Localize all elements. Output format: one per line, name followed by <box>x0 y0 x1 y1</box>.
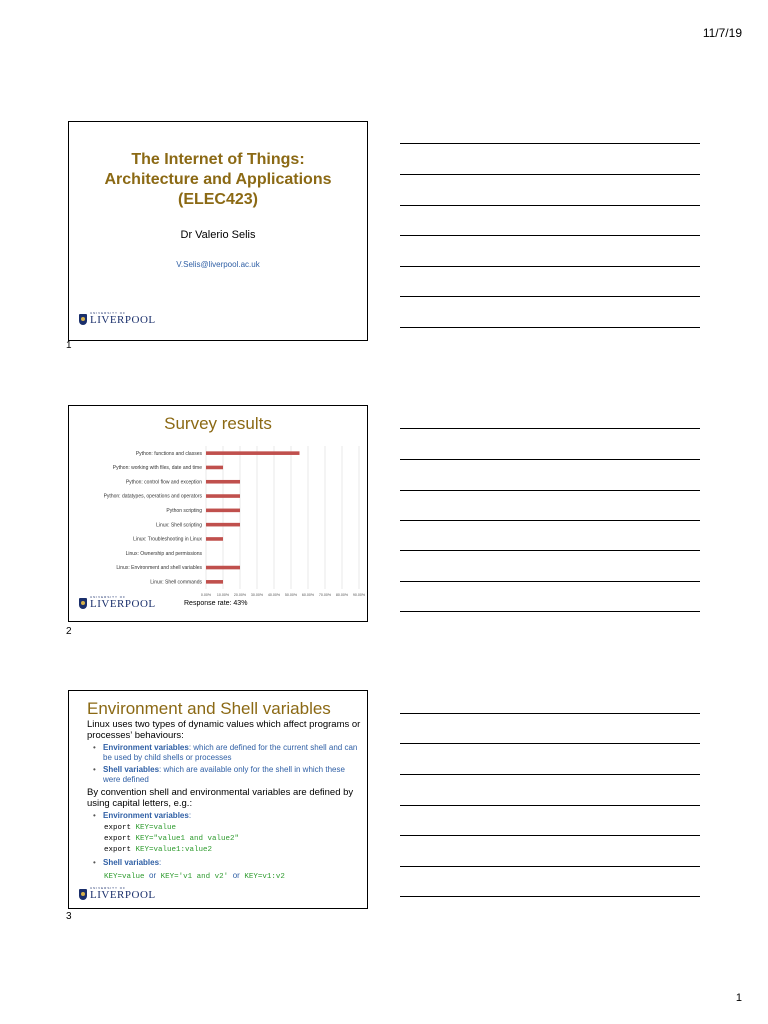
author-name: Dr Valerio Selis <box>180 229 256 241</box>
note-line <box>400 743 700 744</box>
crest-icon <box>79 889 87 900</box>
chart-x-tick-label: 50.00% <box>284 593 298 597</box>
chart-bar <box>206 451 300 455</box>
title-line-3: (ELEC423) <box>177 191 259 208</box>
bullet-shell-variables: • Shell variables: which are available only for the shell in which these were defined <box>91 765 361 785</box>
title-line-2: Architecture and Applications <box>104 171 332 188</box>
chart-x-tick-label: 40.00% <box>267 593 281 597</box>
note-line <box>400 428 700 429</box>
chart-category-label: Linux: Troubleshooting in Linux <box>133 536 202 543</box>
chart-x-tick-label: 20.00% <box>233 593 247 597</box>
shell-heading: • Shell variables: <box>91 858 361 868</box>
note-line <box>400 866 700 867</box>
chart-category-label: Linux: Ownership and permissions <box>125 550 202 557</box>
note-line <box>400 459 700 460</box>
note-line <box>400 611 700 612</box>
chart-category-label: Linux: Environment and shell variables <box>116 565 202 572</box>
chart-bar <box>206 480 240 484</box>
chart-category-label: Python scripting <box>166 507 202 514</box>
convention-text: By convention shell and environmental variables are defined by using capital letters, e.g.: <box>87 787 354 809</box>
note-line <box>400 774 700 775</box>
env-example-1: export KEY=value <box>104 824 177 832</box>
intro-text: Linux uses two types of dynamic values which affect programs or processes’ behaviours: <box>87 719 361 741</box>
slide-1 <box>68 121 368 341</box>
note-line <box>400 835 700 836</box>
slide-3 <box>68 690 368 909</box>
note-line <box>400 174 700 175</box>
chart-category-label: Python: datatypes, operations and operators <box>103 493 202 500</box>
chart-category-label: Python: working with files, date and time <box>112 465 202 472</box>
env-example-3: export KEY=value1:value2 <box>104 846 213 854</box>
chart-bar <box>206 466 223 470</box>
chart-bar <box>206 494 240 498</box>
note-line <box>400 713 700 714</box>
note-line <box>400 143 700 144</box>
print-date: 11/7/19 <box>702 26 742 40</box>
slide-1-title <box>69 150 367 210</box>
slide-2-title: Survey results <box>164 414 272 433</box>
response-rate: Response rate: 43% <box>184 600 248 607</box>
chart-x-tick-label: 60.00% <box>301 593 315 597</box>
note-line <box>400 296 700 297</box>
note-line <box>400 581 700 582</box>
chart-x-tick-label: 0.00% <box>200 593 212 597</box>
note-line <box>400 266 700 267</box>
chart-bar <box>206 580 223 584</box>
crest-icon <box>79 314 87 325</box>
note-line <box>400 327 700 328</box>
note-line <box>400 520 700 521</box>
note-line <box>400 896 700 897</box>
slide-3-body <box>87 719 361 883</box>
slide-3-title: Environment and Shell variables <box>87 699 331 718</box>
chart-bar <box>206 509 240 513</box>
chart-bar <box>206 523 240 527</box>
shell-examples: KEY=value or KEY='v1 and v2' or KEY=v1:v2 <box>104 871 285 881</box>
university-logo: UNIVERSITY OF LIVERPOOL <box>79 312 156 326</box>
chart-bar <box>206 537 223 541</box>
chart-category-label: Linux: Shell commands <box>150 579 202 586</box>
chart-x-tick-label: 90.00% <box>352 593 366 597</box>
survey-chart <box>69 406 367 621</box>
crest-icon <box>79 598 87 609</box>
slide-number-3: 3 <box>66 911 72 922</box>
chart-x-tick-label: 30.00% <box>250 593 264 597</box>
chart-category-label: Python: control flow and exception <box>125 479 202 486</box>
chart-x-tick-label: 10.00% <box>216 593 230 597</box>
chart-category-label: Linux: Shell scripting <box>156 522 202 529</box>
chart-x-tick-label: 70.00% <box>318 593 332 597</box>
note-line <box>400 550 700 551</box>
env-heading: • Environment variables: <box>91 811 361 821</box>
note-line <box>400 205 700 206</box>
bullet-environment-variables: • Environment variables: which are defined for the current shell and can be used by child shells or processes <box>91 743 361 763</box>
author-email: V.Selis@liverpool.ac.uk <box>176 260 260 269</box>
slide-2 <box>68 405 368 622</box>
slide-number-1: 1 <box>66 340 72 351</box>
chart-x-tick-label: 80.00% <box>335 593 349 597</box>
slide-number-2: 2 <box>66 626 72 637</box>
note-line <box>400 490 700 491</box>
chart-bar <box>206 566 240 570</box>
env-example-2: export KEY="value1 and value2" <box>104 835 240 843</box>
note-line <box>400 235 700 236</box>
university-logo: UNIVERSITY OF LIVERPOOL <box>79 596 156 610</box>
title-line-1: The Internet of Things: <box>131 151 305 168</box>
note-line <box>400 805 700 806</box>
chart-category-label: Python: functions and classes <box>135 450 202 457</box>
university-logo: UNIVERSITY OF LIVERPOOL <box>79 887 156 901</box>
page-number: 1 <box>735 992 742 1004</box>
